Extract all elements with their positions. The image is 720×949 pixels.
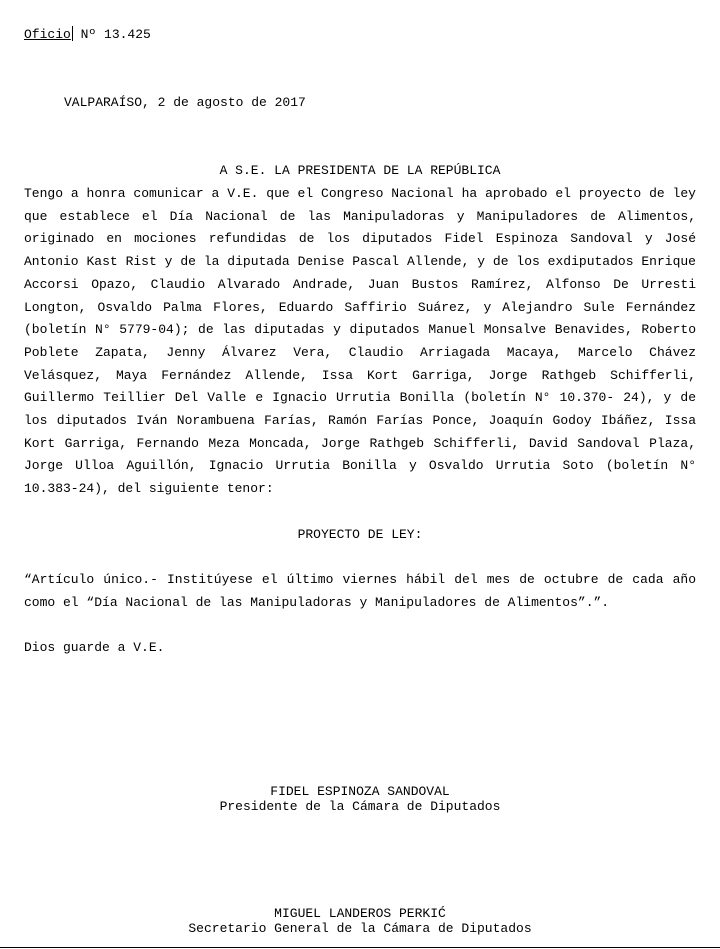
addressee: A S.E. LA PRESIDENTA DE LA REPÚBLICA bbox=[219, 163, 501, 178]
page-bottom-border bbox=[0, 947, 720, 948]
body-paragraph: Tengo a honra comunicar a V.E. que el Congreso Nacional ha aprobado el proyecto de ley que establece el Día Nacional de las Manipuladoras y Manipuladores de Alimentos, originado en mociones refundidas de los diputados Fidel Espinoza Sandoval y José Antonio Kast Rist y de la diputada Denise Pascal Allende, y de los exdiputados Enrique Accorsi Opazo, Claudio Alvarado Andrade, Juan Bustos Ramírez, Alfonso De Urresti Longton, Osvaldo Palma Flores, Eduardo Saffirio Suárez, y Alejandro Sule Fernández (boletín N° 5779-04); de las diputadas y diputados Manuel Monsalve Benavides, Roberto Poblete Zapata, Jenny Álvarez Vera, Claudio Arriagada Macaya, Marcelo Chávez Velásquez, Maya Fernández Allende, Issa Kort Garriga, Jorge Rathgeb Schifferli, Guillermo Teillier Del Valle e Ignacio Urrutia Bonilla (boletín N° 10.370- 24), y de los diputados Iván Norambuena Farías, Ramón Farías Ponce, Joaquín Godoy Ibáñez, Issa Kort Garriga, Fernando Meza Moncada, Jorge Rathgeb Schifferli, David Sandoval Plaza, Jorge Ulloa Aguillón, Ignacio Urrutia Bonilla y Osvaldo Urrutia Soto (boletín N° 10.383-24), del siguiente tenor: bbox=[24, 186, 696, 497]
oficio-word: Oficio bbox=[24, 27, 71, 42]
place-date: VALPARAÍSO, 2 de agosto de 2017 bbox=[64, 95, 306, 110]
proyecto-heading: PROYECTO DE LEY: bbox=[297, 527, 423, 542]
signature-title: Secretario General de la Cámara de Diputados bbox=[188, 921, 532, 936]
signature-title: Presidente de la Cámara de Diputados bbox=[219, 799, 501, 814]
signature-name: MIGUEL LANDEROS PERKIĆ bbox=[274, 906, 446, 921]
closing-line: Dios guarde a V.E. bbox=[24, 640, 165, 655]
signature-block-secretary bbox=[0, 906, 720, 936]
signature-block-president bbox=[0, 784, 720, 814]
oficio-header bbox=[24, 26, 151, 43]
signature-name: FIDEL ESPINOZA SANDOVAL bbox=[270, 784, 450, 799]
oficio-number: Nº 13.425 bbox=[72, 27, 151, 42]
articulo-unico: “Artículo único.- Institúyese el último viernes hábil del mes de octubre de cada año como el “Día Nacional de las Manipuladoras y Manipuladores de Alimentos”.”. bbox=[24, 572, 696, 610]
